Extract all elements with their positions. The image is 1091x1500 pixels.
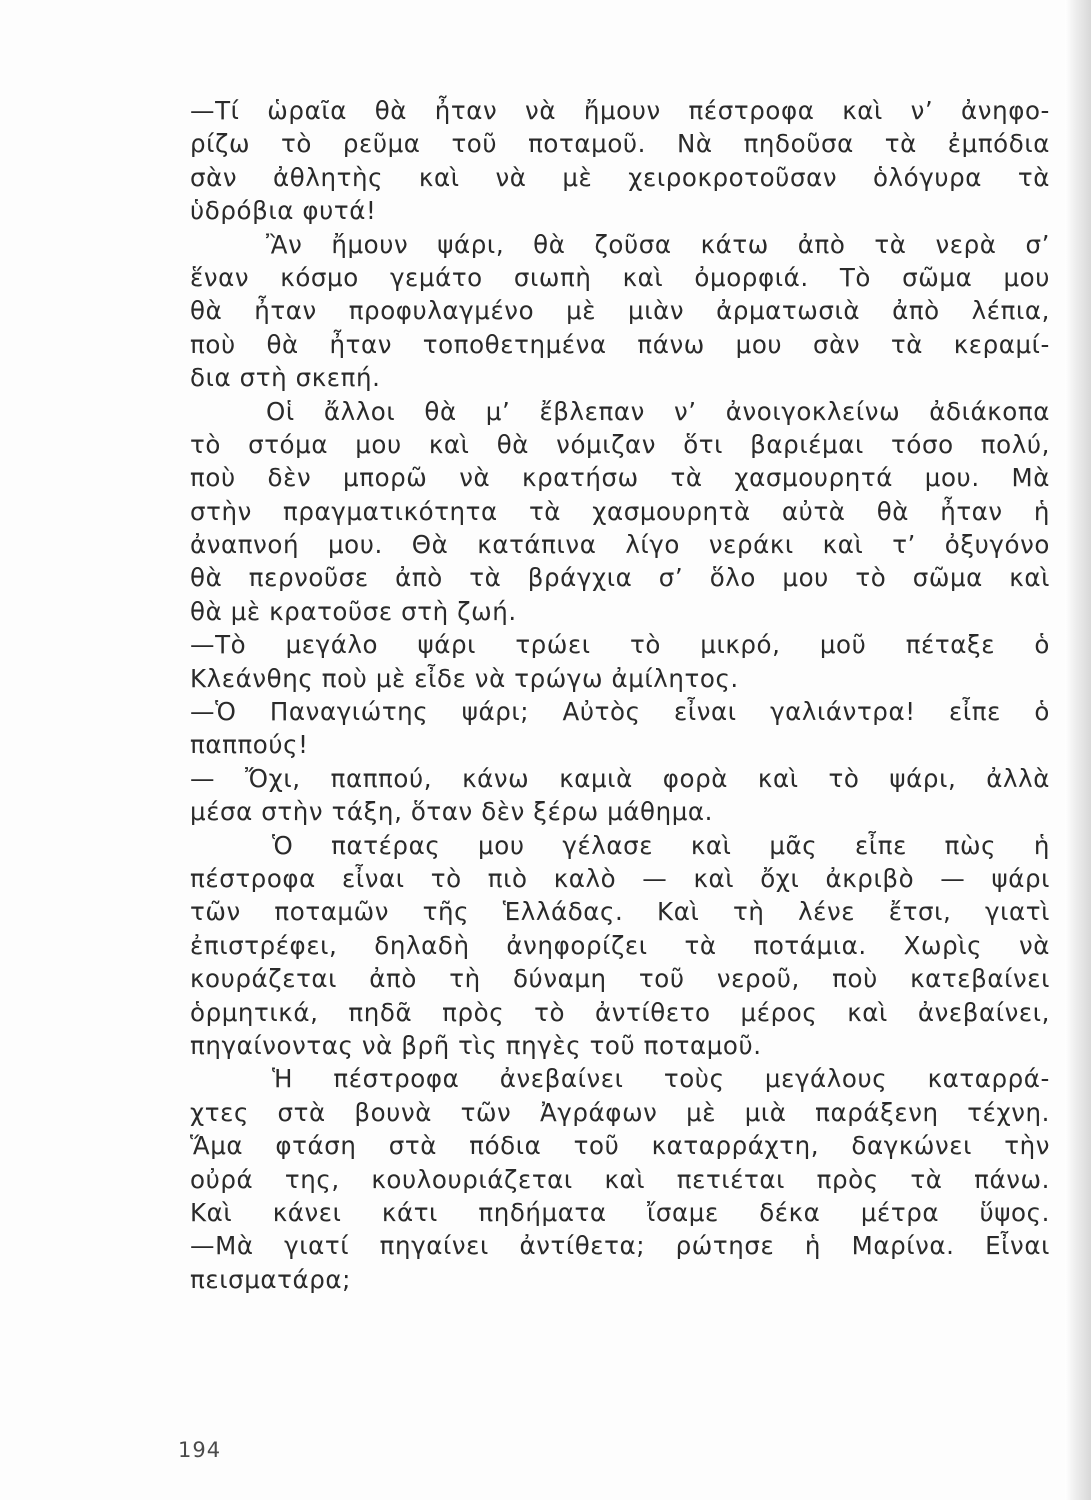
text-line: — Ὄχι, παππού, κάνω καμιὰ φορὰ καὶ τὸ ψάρι, ἀλλὰ: [190, 763, 1050, 793]
text-line: Ἡ πέστροφα ἀνεβαίνει τοὺς μεγάλους καταρρά-: [272, 1064, 1050, 1094]
text-line: ρίζω τὸ ρεῦμα τοῦ ποταμοῦ. Νὰ πηδοῦσα τὰ ἐμπόδια: [190, 129, 1050, 159]
text-line: ὑδρόβια φυτά!: [190, 196, 377, 226]
text-line: ἕναν κόσμο γεμάτο σιωπὴ καὶ ὀμορφιά. Τὸ σῶμα μου: [190, 262, 1050, 292]
text-line: θὰ μὲ κρατοῦσε στὴ ζωή.: [190, 596, 517, 626]
text-line: ἀναπνοή μου. Θὰ κατάπινα λίγο νεράκι καὶ τ’ ὀξυγόνο: [190, 530, 1050, 560]
text-line: Οἱ ἄλλοι θὰ μ’ ἔβλεπαν ν’ ἀνοιγοκλείνω ἀδιάκοπα: [266, 396, 1050, 426]
text-line: θὰ ἦταν προφυλαγμένο μὲ μιὰν ἀρματωσιὰ ἀπὸ λέπια,: [190, 296, 1050, 326]
text-line: ἐπιστρέφει, δηλαδὴ ἀνηφορίζει τὰ ποτάμια. Χωρὶς νὰ: [190, 930, 1050, 960]
text-line: —Τὸ μεγάλο ψάρι τρώει τὸ μικρό, μοῦ πέταξε ὁ: [190, 630, 1050, 660]
text-line: σὰν ἀθλητὴς καὶ νὰ μὲ χειροκροτοῦσαν ὁλόγυρα τὰ: [190, 162, 1050, 192]
text-line: ποὺ θὰ ἦταν τοποθετημένα πάνω μου σὰν τὰ κεραμί-: [190, 329, 1050, 359]
text-line: τὸ στόμα μου καὶ θὰ νόμιζαν ὅτι βαριέμαι τόσο πολύ,: [190, 429, 1050, 459]
body-text: [190, 94, 1050, 1296]
text-line: μέσα στὴν τάξη, ὅταν δὲν ξέρω μάθημα.: [190, 797, 714, 827]
text-line: —Τί ὡραῖα θὰ ἦταν νὰ ἤμουν πέστροφα καὶ ν’ ἀνηφο-: [190, 96, 1050, 125]
text-line: παππούς!: [190, 730, 309, 760]
text-line: στὴν πραγματικότητα τὰ χασμουρητὰ αὐτὰ θὰ ἦταν ἡ: [190, 496, 1050, 526]
page-number: 194: [178, 1438, 222, 1462]
text-line: δια στὴ σκεπή.: [190, 363, 381, 393]
text-line: χτες στὰ βουνὰ τῶν Ἀγράφων μὲ μιὰ παράξενη τέχνη.: [190, 1097, 1050, 1127]
text-line: πεισματάρα;: [190, 1264, 352, 1294]
text-line: πηγαίνοντας νὰ βρῆ τὶς πηγὲς τοῦ ποταμοῦ.: [190, 1030, 762, 1060]
text-line: ποὺ δὲν μπορῶ νὰ κρατήσω τὰ χασμουρητά μου. Μὰ: [190, 463, 1050, 493]
text-line: Καὶ κάνει κάτι πηδήματα ἴσαμε δέκα μέτρα ὕψος.: [190, 1197, 1050, 1227]
text-line: Κλεάνθης ποὺ μὲ εἶδε νὰ τρώγω ἀμίλητος.: [190, 663, 739, 693]
text-line: Ἂν ἤμουν ψάρι, θὰ ζοῦσα κάτω ἀπὸ τὰ νερὰ σ’: [266, 229, 1050, 259]
text-line: θὰ περνοῦσε ἀπὸ τὰ βράγχια σ’ ὅλο μου τὸ σῶμα καὶ: [190, 563, 1050, 593]
text-line: τῶν ποταμῶν τῆς Ἑλλάδας. Καὶ τὴ λένε ἔτσι, γιατὶ: [190, 897, 1050, 927]
page-binding-shadow: [1065, 0, 1091, 1500]
text-line: —Ὁ Παναγιώτης ψάρι; Αὐτὸς εἶναι γαλιάντρα! εἶπε ὁ: [190, 697, 1050, 727]
text-line: Ὁ πατέρας μου γέλασε καὶ μᾶς εἶπε πὼς ἡ: [272, 830, 1050, 860]
text-line: Ἅμα φτάση στὰ πόδια τοῦ καταρράχτη, δαγκώνει τὴν: [190, 1131, 1050, 1161]
text-line: οὐρά της, κουλουριάζεται καὶ πετιέται πρὸς τὰ πάνω.: [190, 1164, 1050, 1194]
text-line: —Μὰ γιατί πηγαίνει ἀντίθετα; ρώτησε ἡ Μαρίνα. Εἶναι: [190, 1231, 1050, 1261]
text-line: κουράζεται ἀπὸ τὴ δύναμη τοῦ νεροῦ, ποὺ κατεβαίνει: [190, 964, 1050, 994]
text-line: πέστροφα εἶναι τὸ πιὸ καλὸ — καὶ ὄχι ἀκριβὸ — ψάρι: [190, 863, 1050, 893]
text-line: ὁρμητικά, πηδᾶ πρὸς τὸ ἀντίθετο μέρος καὶ ἀνεβαίνει,: [190, 997, 1050, 1027]
